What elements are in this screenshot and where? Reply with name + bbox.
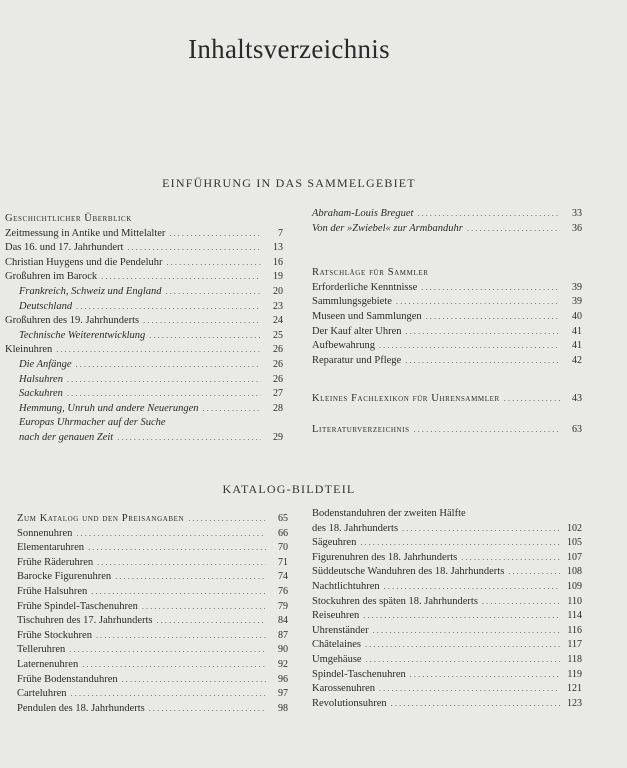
- toc-entry: [19, 402, 283, 415]
- toc-leader-dots: [91, 585, 266, 598]
- toc-entry: [312, 310, 582, 323]
- toc-entry-title: des 18. Jahrhunderts: [312, 522, 399, 534]
- toc-entry-title: Frankreich, Schweiz und England: [19, 286, 162, 297]
- toc-entry: [312, 697, 582, 710]
- page-title: Inhaltsverzeichnis: [188, 34, 390, 64]
- toc-leader-dots: [76, 527, 266, 540]
- toc-entry-title: Von der »Zwiebel« zur Armbanduhr: [312, 222, 463, 234]
- toc-entry-title: Frühe Räderuhren: [17, 556, 94, 568]
- toc-entry-title: Aufbewahrung: [312, 340, 375, 352]
- toc-entry-title: Barocke Figurenuhren: [17, 571, 112, 583]
- toc-entry-title: Großuhren des 19. Jahrhunderts: [5, 315, 140, 327]
- toc-entry-page: 16: [273, 256, 283, 268]
- toc-entry-title: Telleruhren: [17, 644, 66, 656]
- toc-entry-title: Abraham-Louis Breguet: [312, 208, 414, 219]
- toc-entry-title: Kleinuhren: [5, 344, 53, 356]
- toc-leader-dots: [360, 536, 560, 549]
- toc-entry: [312, 281, 582, 294]
- toc-leader-dots: [96, 629, 266, 642]
- toc-entry-title: Uhrenständer: [312, 624, 369, 636]
- toc-leader-dots: [115, 570, 266, 583]
- toc-entry: [17, 556, 288, 569]
- toc-entry-title: Spindel-Taschenuhren: [312, 668, 406, 680]
- toc-entry-page: 41: [572, 340, 582, 352]
- toc-leader-dots: [417, 207, 560, 220]
- toc-entry-page: 36: [572, 222, 582, 234]
- toc-leader-dots: [365, 638, 560, 651]
- toc-entry-title: Großuhren im Barock: [5, 271, 98, 283]
- toc-entry-title: Tischuhren des 17. Jahrhunderts: [17, 615, 153, 627]
- toc-entry-page: 117: [567, 639, 582, 651]
- toc-leader-dots: [76, 358, 261, 371]
- toc-entry-title: Die Anfänge: [19, 359, 72, 370]
- toc-entry-page: 41: [572, 325, 582, 337]
- toc-entry: [19, 387, 283, 400]
- toc-entry-page: 97: [278, 688, 288, 700]
- toc-entry-page: 119: [567, 668, 582, 680]
- toc-entry-title: Sackuhren: [19, 388, 63, 400]
- toc-entry: [312, 609, 582, 622]
- toc-entry: [312, 325, 582, 338]
- toc-entry: [312, 522, 582, 535]
- toc-entry-page: 90: [278, 644, 288, 656]
- toc-entry-title: Pendulen des 18. Jahrhunderts: [17, 702, 145, 714]
- toc-entry: [19, 431, 283, 444]
- toc-leader-dots: [482, 595, 560, 608]
- toc-leader-dots: [405, 354, 560, 367]
- toc-entry: [5, 256, 283, 269]
- toc-entry-title: nach der genauen Zeit: [19, 432, 114, 443]
- toc-entry-page: 114: [567, 610, 582, 622]
- toc-entry: [312, 536, 582, 549]
- toc-entry-page: 39: [572, 281, 582, 293]
- section-heading-katalog: KATALOG-BILDTEIL: [222, 482, 356, 496]
- toc-entry: [5, 314, 283, 327]
- toc-leader-dots: [67, 387, 261, 400]
- toc-entry: [17, 527, 288, 540]
- toc-leader-dots: [76, 300, 261, 313]
- toc-entry: [312, 668, 582, 681]
- toc-entry: [312, 354, 582, 367]
- toc-entry-title: Stockuhren des späten 18. Jahrhunderts: [312, 595, 478, 607]
- toc-entry: [312, 565, 582, 578]
- toc-entry: [19, 416, 166, 429]
- toc-entry-page: 108: [567, 566, 582, 578]
- toc-leader-dots: [67, 373, 261, 386]
- toc-entry: [17, 629, 288, 642]
- toc-entry-page: 76: [278, 586, 288, 597]
- toc-leader-dots: [71, 687, 266, 700]
- toc-entry-title: Süddeutsche Wanduhren des 18. Jahrhunderts: [312, 566, 505, 578]
- toc-entry: [312, 266, 428, 279]
- toc-entry-page: 29: [273, 432, 283, 443]
- toc-entry-page: 107: [567, 551, 582, 563]
- toc-entry-page: 66: [278, 527, 288, 539]
- toc-entry: [17, 585, 288, 598]
- toc-entry-page: 28: [273, 402, 283, 414]
- toc-leader-dots: [188, 512, 266, 525]
- toc-entry: [17, 512, 288, 525]
- toc-entry-title: Der Kauf alter Uhren: [312, 325, 402, 337]
- toc-entry-page: 123: [567, 697, 582, 709]
- toc-entry-title: Nachtlichtuhren: [312, 581, 380, 592]
- toc-entry: [312, 551, 582, 564]
- toc-entry-page: 27: [273, 388, 283, 400]
- toc-entry-page: 26: [273, 344, 283, 356]
- toc-entry-title: Zeitmessung in Antike und Mittelalter: [5, 227, 166, 239]
- toc-entry-title: Hemmung, Unruh und andere Neuerungen: [19, 402, 199, 414]
- toc-entry-page: 116: [567, 624, 582, 636]
- toc-leader-dots: [169, 227, 261, 240]
- toc-entry-page: 110: [567, 595, 582, 607]
- toc-entry: [312, 653, 582, 666]
- toc-entry-title: Sammlungsgebiete: [312, 296, 392, 308]
- toc-leader-dots: [142, 600, 266, 613]
- toc-entry-title: Frühe Halsuhren: [17, 586, 88, 597]
- toc-entry-title: Literaturverzeichnis: [312, 424, 410, 435]
- section-heading-einfuehrung: EINFÜHRUNG IN DAS SAMMELGEBIET: [162, 176, 416, 190]
- toc-leader-dots: [414, 423, 560, 436]
- toc-entry: [312, 638, 582, 651]
- toc-leader-dots: [426, 310, 560, 323]
- toc-leader-dots: [149, 329, 261, 342]
- toc-entry-title: Reparatur und Pflege: [312, 354, 402, 366]
- toc-leader-dots: [379, 682, 560, 695]
- toc-entry-title: Deutschland: [19, 300, 73, 312]
- toc-entry: [312, 507, 466, 520]
- toc-entry: [19, 358, 283, 371]
- toc-leader-dots: [504, 392, 560, 405]
- toc-entry-title: Zum Katalog und den Preisangaben: [17, 513, 185, 524]
- toc-entry-page: 43: [572, 393, 582, 405]
- toc-entry: [312, 624, 582, 637]
- toc-entry-title: Châtelaines: [312, 639, 361, 651]
- toc-entry: [312, 392, 582, 405]
- toc-entry: [312, 222, 582, 235]
- toc-leader-dots: [157, 614, 266, 627]
- toc-entry-page: 13: [273, 242, 283, 254]
- toc-entry-title: Figurenuhren des 18. Jahrhunderts: [312, 551, 458, 563]
- toc-entry: [5, 212, 132, 225]
- toc-entry: [19, 285, 283, 298]
- toc-entry: [17, 600, 288, 613]
- toc-entry-title: Revolutionsuhren: [312, 697, 387, 709]
- toc-entry-page: 20: [273, 286, 283, 297]
- toc-leader-dots: [406, 325, 561, 338]
- toc-entry: [19, 329, 283, 342]
- toc-entry-page: 79: [278, 600, 288, 612]
- toc-leader-dots: [101, 270, 261, 283]
- toc-entry-title: Elementaruhren: [17, 542, 85, 554]
- toc-leader-dots: [410, 668, 560, 681]
- toc-entry-page: 92: [278, 659, 288, 670]
- toc-leader-dots: [373, 624, 560, 637]
- toc-entry: [312, 580, 582, 593]
- toc-entry-page: 70: [278, 542, 288, 554]
- toc-entry: [17, 673, 288, 686]
- toc-entry-page: 26: [273, 359, 283, 370]
- toc-entry-title: Frühe Stockuhren: [17, 629, 92, 641]
- toc-entry-page: 33: [572, 208, 582, 219]
- toc-entry-page: 63: [572, 424, 582, 435]
- toc-entry-page: 24: [273, 315, 283, 327]
- toc-leader-dots: [384, 580, 560, 593]
- toc-entry-page: 7: [278, 227, 283, 239]
- toc-entry-page: 65: [278, 513, 288, 524]
- toc-entry: [5, 270, 283, 283]
- toc-leader-dots: [461, 551, 560, 564]
- toc-entry-page: 84: [278, 615, 288, 627]
- toc-entry-page: 102: [567, 522, 582, 534]
- toc-entry-page: 71: [278, 556, 288, 568]
- toc-entry-page: 87: [278, 629, 288, 641]
- toc-entry: [17, 570, 288, 583]
- toc-entry-title: Ratschläge für Sammler: [312, 267, 429, 279]
- toc-entry-title: Bodenstanduhren der zweiten Hälfte: [312, 508, 466, 519]
- toc-entry-title: Sägeuhren: [312, 537, 357, 549]
- toc-leader-dots: [82, 658, 266, 671]
- toc-entry-title: Erforderliche Kenntnisse: [312, 281, 418, 293]
- toc-leader-dots: [122, 673, 266, 686]
- toc-entry: [17, 614, 288, 627]
- toc-leader-dots: [143, 314, 261, 327]
- toc-entry-title: Das 16. und 17. Jahrhundert: [5, 242, 124, 254]
- toc-entry-title: Reiseuhren: [312, 610, 360, 622]
- toc-leader-dots: [366, 653, 560, 666]
- toc-leader-dots: [166, 285, 261, 298]
- toc-entry-title: Christian Huygens und die Pendeluhr: [5, 256, 163, 268]
- toc-leader-dots: [203, 402, 261, 415]
- toc-leader-dots: [379, 339, 560, 352]
- toc-entry-page: 25: [273, 329, 283, 341]
- toc-entry: [17, 541, 288, 554]
- toc-entry: [5, 227, 283, 240]
- toc-leader-dots: [402, 522, 560, 535]
- toc-entry-page: 39: [572, 296, 582, 308]
- toc-entry-title: Halsuhren: [19, 373, 63, 385]
- toc-entry: [17, 643, 288, 656]
- toc-entry-page: 42: [572, 354, 582, 366]
- toc-entry-title: Frühe Bodenstanduhren: [17, 673, 118, 685]
- toc-entry-title: Umgehäuse: [312, 654, 362, 665]
- toc-entry: [312, 207, 582, 220]
- toc-leader-dots: [508, 565, 560, 578]
- toc-leader-dots: [421, 281, 560, 294]
- toc-entry-page: 109: [567, 581, 582, 592]
- toc-entry-page: 98: [278, 702, 288, 714]
- toc-entry-page: 19: [273, 271, 283, 283]
- toc-leader-dots: [391, 697, 560, 710]
- toc-entry-title: Europas Uhrmacher auf der Suche: [19, 417, 166, 429]
- toc-entry: [19, 373, 283, 386]
- toc-entry: [17, 658, 288, 671]
- toc-entry: [312, 423, 582, 436]
- toc-leader-dots: [117, 431, 261, 444]
- toc-entry-page: 40: [572, 311, 582, 322]
- toc-leader-dots: [396, 295, 560, 308]
- toc-leader-dots: [97, 556, 266, 569]
- toc-entry: [312, 339, 582, 352]
- toc-entry-title: Museen und Sammlungen: [312, 311, 422, 322]
- toc-leader-dots: [56, 343, 261, 356]
- toc-leader-dots: [69, 643, 266, 656]
- toc-entry: [5, 241, 283, 254]
- toc-entry-title: Carteluhren: [17, 688, 67, 700]
- toc-entry-title: Technische Weiterentwicklung: [19, 329, 146, 341]
- toc-entry-title: Laternenuhren: [17, 659, 79, 670]
- toc-leader-dots: [149, 702, 266, 715]
- toc-leader-dots: [363, 609, 560, 622]
- toc-leader-dots: [127, 241, 261, 254]
- toc-entry-page: 105: [567, 537, 582, 549]
- toc-entry-title: Frühe Spindel-Taschenuhren: [17, 600, 138, 612]
- toc-entry-page: 26: [273, 373, 283, 385]
- toc-entry-page: 96: [278, 673, 288, 685]
- toc-entry: [312, 682, 582, 695]
- toc-entry: [312, 295, 582, 308]
- toc-entry-page: 121: [567, 683, 582, 695]
- toc-entry-title: Karossenuhren: [312, 683, 375, 695]
- toc-entry: [17, 687, 288, 700]
- toc-entry-title: Kleines Fachlexikon für Uhrensammler: [312, 393, 500, 405]
- toc-leader-dots: [166, 256, 261, 269]
- toc-entry-page: 23: [273, 300, 283, 312]
- toc-entry-title: Sonnenuhren: [17, 527, 73, 539]
- toc-leader-dots: [88, 541, 266, 554]
- toc-entry: [19, 300, 283, 313]
- toc-entry: [5, 343, 283, 356]
- toc-entry-title: Geschichtlicher Überblick: [5, 213, 132, 224]
- toc-leader-dots: [467, 222, 560, 235]
- toc-entry-page: 74: [278, 571, 288, 583]
- toc-entry-page: 118: [567, 654, 582, 665]
- toc-entry: [17, 702, 288, 715]
- toc-entry: [312, 595, 582, 608]
